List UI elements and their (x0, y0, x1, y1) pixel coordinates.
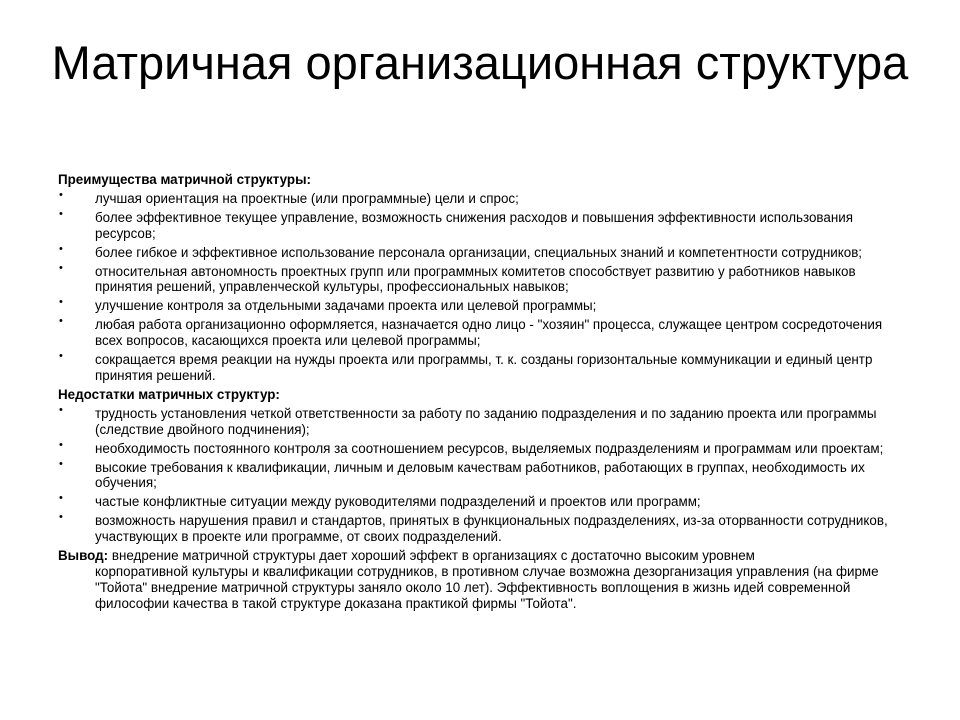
disadvantages-list (58, 403, 908, 545)
list-item (58, 403, 908, 438)
list-item (58, 242, 908, 261)
list-item (58, 494, 908, 510)
bullet-icon: • (59, 457, 63, 470)
list-item (58, 298, 908, 314)
list-item (58, 207, 908, 242)
conclusion (58, 548, 908, 612)
list-item-text: трудность установления четкой ответственности за работу по заданию подразделения и по заданию проекта или программы (следствие двойного подчинения); (95, 405, 877, 437)
list-item-text: более гибкое и эффективное использование персонала организации, специальных знаний и компетентности сотрудников; (95, 244, 863, 260)
list-item-text: более эффективное текущее управление, возможность снижения расходов и повышения эффективности использования ресурсов; (95, 209, 853, 241)
bullet-icon: • (59, 511, 63, 524)
conclusion-first-line (58, 548, 908, 564)
list-item-text: улучшение контроля за отдельными задачами проекта или целевой программы; (95, 298, 597, 314)
bullet-icon: • (59, 438, 63, 451)
list-item (58, 513, 908, 545)
conclusion-text: корпоративной культуры и квалификации сотрудников, в противном случае возможна дезорганизация управления (на фирме "Тойота" внедрение матричной структуры заняло около 10 лет). Эффективность воплощения в жизнь идей современной философии качества в такой структуре доказана практикой фирмы "Тойота". (95, 563, 879, 611)
bullet-icon: • (59, 350, 63, 363)
list-item-text: необходимость постоянного контроля за соотношением ресурсов, выделяемых подразделениям и программам или проектам; (95, 440, 884, 456)
bullet-icon: • (59, 403, 63, 416)
conclusion-first-text: внедрение матричной структуры дает хороший эффект в организациях с достаточно высоким уровнем (111, 548, 755, 564)
list-item (58, 352, 908, 384)
bullet-icon: • (59, 492, 63, 505)
bullet-icon: • (59, 242, 63, 255)
disadvantages-heading: Недостатки матричных структур: (58, 386, 280, 402)
list-item-text: относительная автономность проектных групп или программных комитетов способствует развитию у работников навыков принятия решений, управленческой культуры, профессиональных навыков; (95, 263, 856, 295)
bullet-icon: • (59, 188, 63, 201)
list-item-text: возможность нарушения правил и стандартов, принятых в функциональных подразделениях, из-за оторванности сотрудников, участвующих в проекте или программе, от своих подразделений. (95, 513, 888, 545)
advantages-list (58, 188, 908, 384)
list-item (58, 188, 908, 207)
list-item-text: любая работа организационно оформляется, назначается одно лицо - "хозяин" процесса, служащее центром сосредоточения всех вопросов, касающихся проекта или целевой программы; (95, 317, 883, 349)
bullet-icon: • (59, 315, 63, 328)
list-item (58, 261, 908, 296)
conclusion-label: Вывод: (58, 548, 109, 564)
bullet-icon: • (59, 296, 63, 309)
list-item-text: сокращается время реакции на нужды проекта или программы, т. к. созданы горизонтальные коммуникации и единый центр принятия решений. (95, 352, 873, 383)
list-item (58, 457, 908, 492)
advantages-heading: Преимущества матричной структуры: (58, 172, 311, 187)
list-item-text: высокие требования к квалификации, личным и деловым качествам работников, работающих в группах, необходимость их обучения; (95, 459, 865, 491)
bullet-icon: • (59, 207, 63, 220)
slide-title: Матричная организационная структура (51, 36, 909, 89)
bullet-icon: • (59, 261, 63, 274)
list-item (58, 317, 908, 349)
list-item-text: лучшая ориентация на проектные (или программные) цели и спрос; (95, 190, 519, 206)
slide-content (58, 172, 908, 612)
list-item-text: частые конфликтные ситуации между руководителями подразделений и проектов или программ; (95, 494, 701, 510)
list-item (58, 438, 908, 457)
